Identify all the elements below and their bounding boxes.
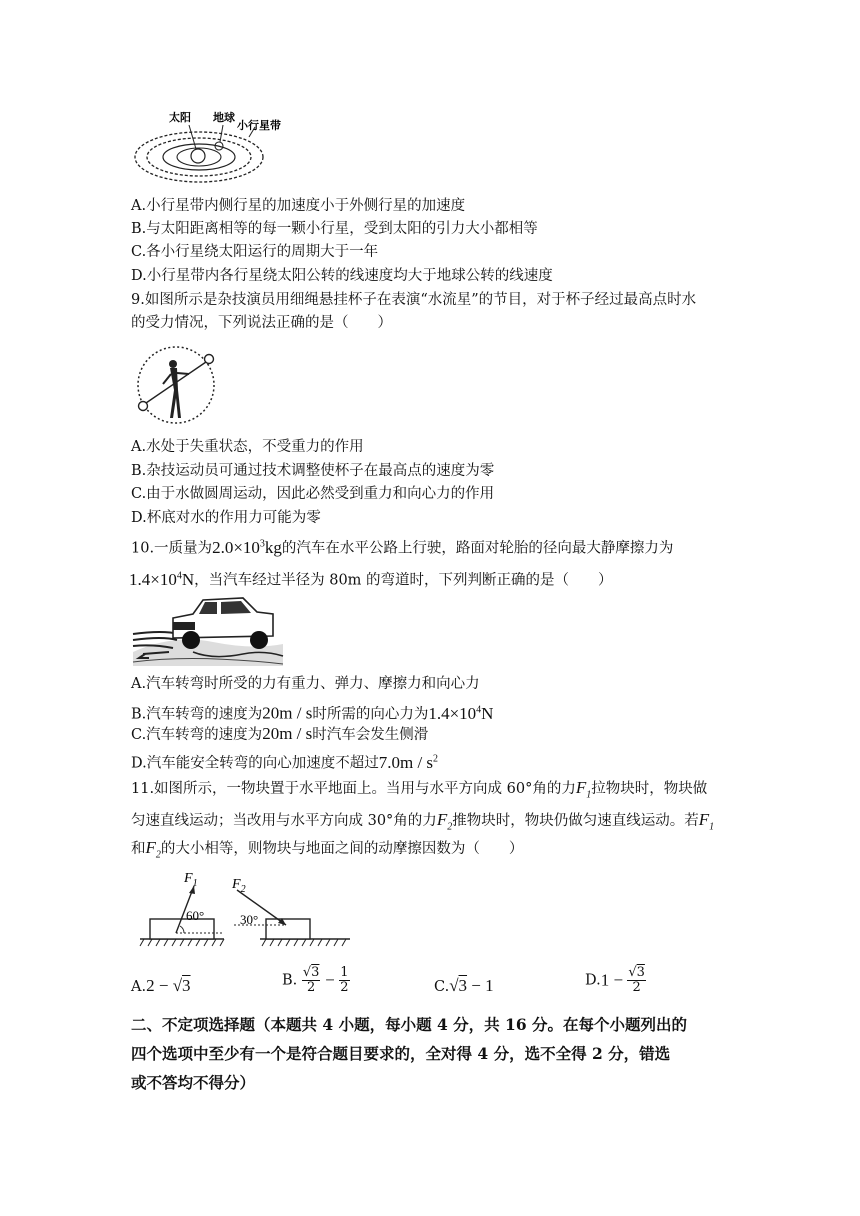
q11-stem-line1-a: 11.如图所示，一物块置于水平地面上。当用与水平方向成 60°角的力 [131, 781, 576, 797]
q11-f2-inline-2 [145, 838, 161, 861]
q10-option-b-text-a: B.汽车转弯的速度为 [131, 706, 263, 723]
q11-option-c-sqrt: √3 [449, 976, 468, 995]
q11-option-d-expr: 1 − [600, 970, 628, 990]
q10-force-value: 1.4×10 [129, 569, 177, 589]
q10-option-b-force-value: 1.4×10 [428, 703, 477, 723]
label-asteroid-belt: 小行星带 [237, 119, 281, 132]
q10-option-b-force-exp: 4 [476, 704, 482, 715]
q10-option-c-text-a: C.汽车转弯的速度为 [131, 727, 263, 743]
q11-option-a-radicand: 3 [182, 976, 191, 995]
q10-mass-exp: 3 [259, 538, 265, 549]
label-f1 [183, 871, 198, 889]
q11-option-b-den2: 2 [340, 980, 349, 995]
q11-stem-line2-a: 匀速直线运动；当改用与水平方向成 30°角的力 [131, 813, 437, 829]
q10-option-d [131, 749, 438, 774]
q11-stem-line2 [131, 810, 714, 837]
q11-f1-sub: 1 [586, 789, 592, 801]
q10-option-d-acc [379, 753, 438, 772]
q10-stem-a: 10.一质量为 [131, 540, 213, 557]
label-f2-letter: F [232, 877, 241, 892]
q10-force-exp: 4 [176, 570, 182, 581]
label-f1-sub: 1 [192, 878, 198, 889]
q9-option-d: D.杯底对水的作用力可能为零 [131, 510, 321, 526]
q9-option-b: B.杂技运动员可通过技术调整使杯子在最高点的速度为零 [131, 463, 495, 479]
q10-option-b-speed: 20m / s [262, 703, 313, 723]
q11-f2-sub-2: 2 [155, 849, 161, 861]
q10-stem-b: 的汽车在水平公路上行驶，路面对轮胎的径向最大静摩擦力为 [281, 540, 674, 557]
q10-option-c-speed: 20m / s [262, 724, 313, 743]
section2-heading-line1: 二、不定项选择题（本题共 4 小题，每小题 4 分，共 16 分。在每个小题列出的 [131, 1015, 688, 1034]
car-turning-figure [133, 594, 283, 666]
q11-f2-symbol-2: F [145, 838, 156, 857]
q11-option-b-frac1: $\frac{√3}{2}$ [302, 965, 320, 995]
q9-stem-line1: 9.如图所示是杂技演员用细绳悬挂杯子在表演“水流星”的节目，对于杯子经过最高点时水 [131, 292, 697, 308]
q11-f1-inline-2 [698, 810, 715, 833]
q11-option-d-frac: $\frac{√3}{2}$ [628, 965, 645, 995]
q10-option-b-force [428, 704, 493, 723]
q10-option-b [131, 700, 493, 725]
q10-option-c-text-b: 时汽车会发生侧滑 [312, 727, 429, 743]
q11-option-d-den: 2 [632, 980, 641, 995]
q11-option-c-radicand: 3 [458, 976, 468, 995]
q11-option-c-expr: − 1 [467, 976, 494, 995]
q11-stem-line1 [131, 778, 707, 805]
q11-option-d-label: D. [585, 972, 601, 989]
q11-option-a-sqrt: √3 [172, 976, 191, 995]
q11-option-a [131, 976, 191, 997]
q11-option-b-minus: − [325, 970, 335, 990]
q11-option-a-expr: 2 − [146, 976, 173, 995]
q11-option-b-label: B. [282, 972, 298, 989]
label-sun: 太阳 [169, 111, 191, 124]
q10-option-b-text-b: 时所需的向心力为 [312, 706, 429, 723]
q11-f2-inline [436, 810, 453, 833]
q11-stem-line2-b: 推物块时，物块仍做匀速直线运动。若 [452, 813, 699, 829]
q10-force [129, 570, 194, 589]
q8-option-a: A.小行星带内侧行星的加速度小于外侧行星的加速度 [131, 198, 466, 214]
q11-option-b-num1: 3 [311, 965, 320, 980]
q11-f1-symbol-2: F [698, 810, 710, 829]
q11-option-a-label: A. [131, 979, 147, 995]
q11-f1-symbol: F [575, 778, 587, 797]
q11-option-b-den1: 2 [307, 980, 316, 995]
label-angle-30: 30° [240, 912, 259, 927]
q9-option-c: C.由于水做圆周运动，因此必然受到重力和向心力的作用 [131, 486, 495, 502]
q10-force-unit: N [181, 569, 195, 589]
q9-option-a: A.水处于失重状态，不受重力的作用 [131, 439, 364, 455]
q11-option-b [282, 966, 350, 995]
q10-mass [212, 538, 282, 557]
label-angle-60: 60° [186, 908, 205, 923]
label-earth: 地球 [213, 111, 235, 124]
q10-option-d-acc-value: 7.0m / s [378, 752, 434, 772]
q10-stem-line1 [131, 534, 673, 559]
q11-option-b-frac2 [339, 966, 349, 995]
q10-option-c [131, 724, 428, 745]
q10-mass-value: 2.0×10 [212, 537, 260, 557]
q10-stem-line2 [129, 566, 613, 591]
q11-stem-line3 [131, 838, 523, 865]
block-forces-figure [140, 866, 350, 952]
water-meteor-figure [133, 340, 219, 428]
q11-option-b-num2: 1 [340, 965, 349, 980]
label-f1-letter: F [184, 871, 193, 886]
section2-heading-line3: 或不答均不得分） [131, 1073, 256, 1092]
section2-heading-line2: 四个选项中至少有一个是符合题目要求的，全对得 4 分，选不全得 2 分，错选 [131, 1044, 671, 1063]
q10-option-a: A.汽车转弯时所受的力有重力、弹力、摩擦力和向心力 [131, 676, 480, 692]
q11-option-d-num: 3 [636, 965, 645, 980]
q8-option-b: B.与太阳距离相等的每一颗小行星，受到太阳的引力大小都相等 [131, 221, 538, 237]
q11-stem-line3-b: 的大小相等，则物块与地面之间的动摩擦因数为（ ） [160, 841, 524, 857]
q9-stem-line2: 的受力情况，下列说法正确的是（ ） [131, 315, 392, 331]
q8-option-d: D.小行星带内各行星绕太阳公转的线速度均大于地球公转的线速度 [131, 268, 553, 284]
q11-option-d [585, 966, 646, 995]
q10-option-d-text: D.汽车能安全转弯的向心加速度不超过 [131, 755, 379, 772]
q11-f1-inline [575, 778, 592, 801]
q10-option-d-acc-exp: 2 [433, 753, 439, 764]
q11-f2-symbol: F [436, 810, 448, 829]
q11-stem-line1-b: 拉物块时，物块做 [591, 781, 708, 797]
asteroid-belt-figure [133, 107, 281, 187]
q11-option-c [434, 976, 494, 997]
q10-option-b-force-unit: N [481, 703, 494, 723]
label-f2-sub: 2 [240, 884, 246, 895]
q11-f1-sub-2: 1 [709, 821, 715, 833]
q11-option-c-label: C. [434, 979, 450, 995]
q10-stem-c: ，当汽车经过半径为 80m 的弯道时，下列判断正确的是（ ） [194, 572, 613, 589]
q8-option-c: C.各小行星绕太阳运行的周期大于一年 [131, 244, 379, 260]
label-f2 [231, 877, 246, 895]
q11-f2-sub: 2 [447, 821, 453, 833]
q11-stem-line3-a: 和 [131, 841, 146, 857]
q10-mass-unit: kg [264, 537, 282, 557]
